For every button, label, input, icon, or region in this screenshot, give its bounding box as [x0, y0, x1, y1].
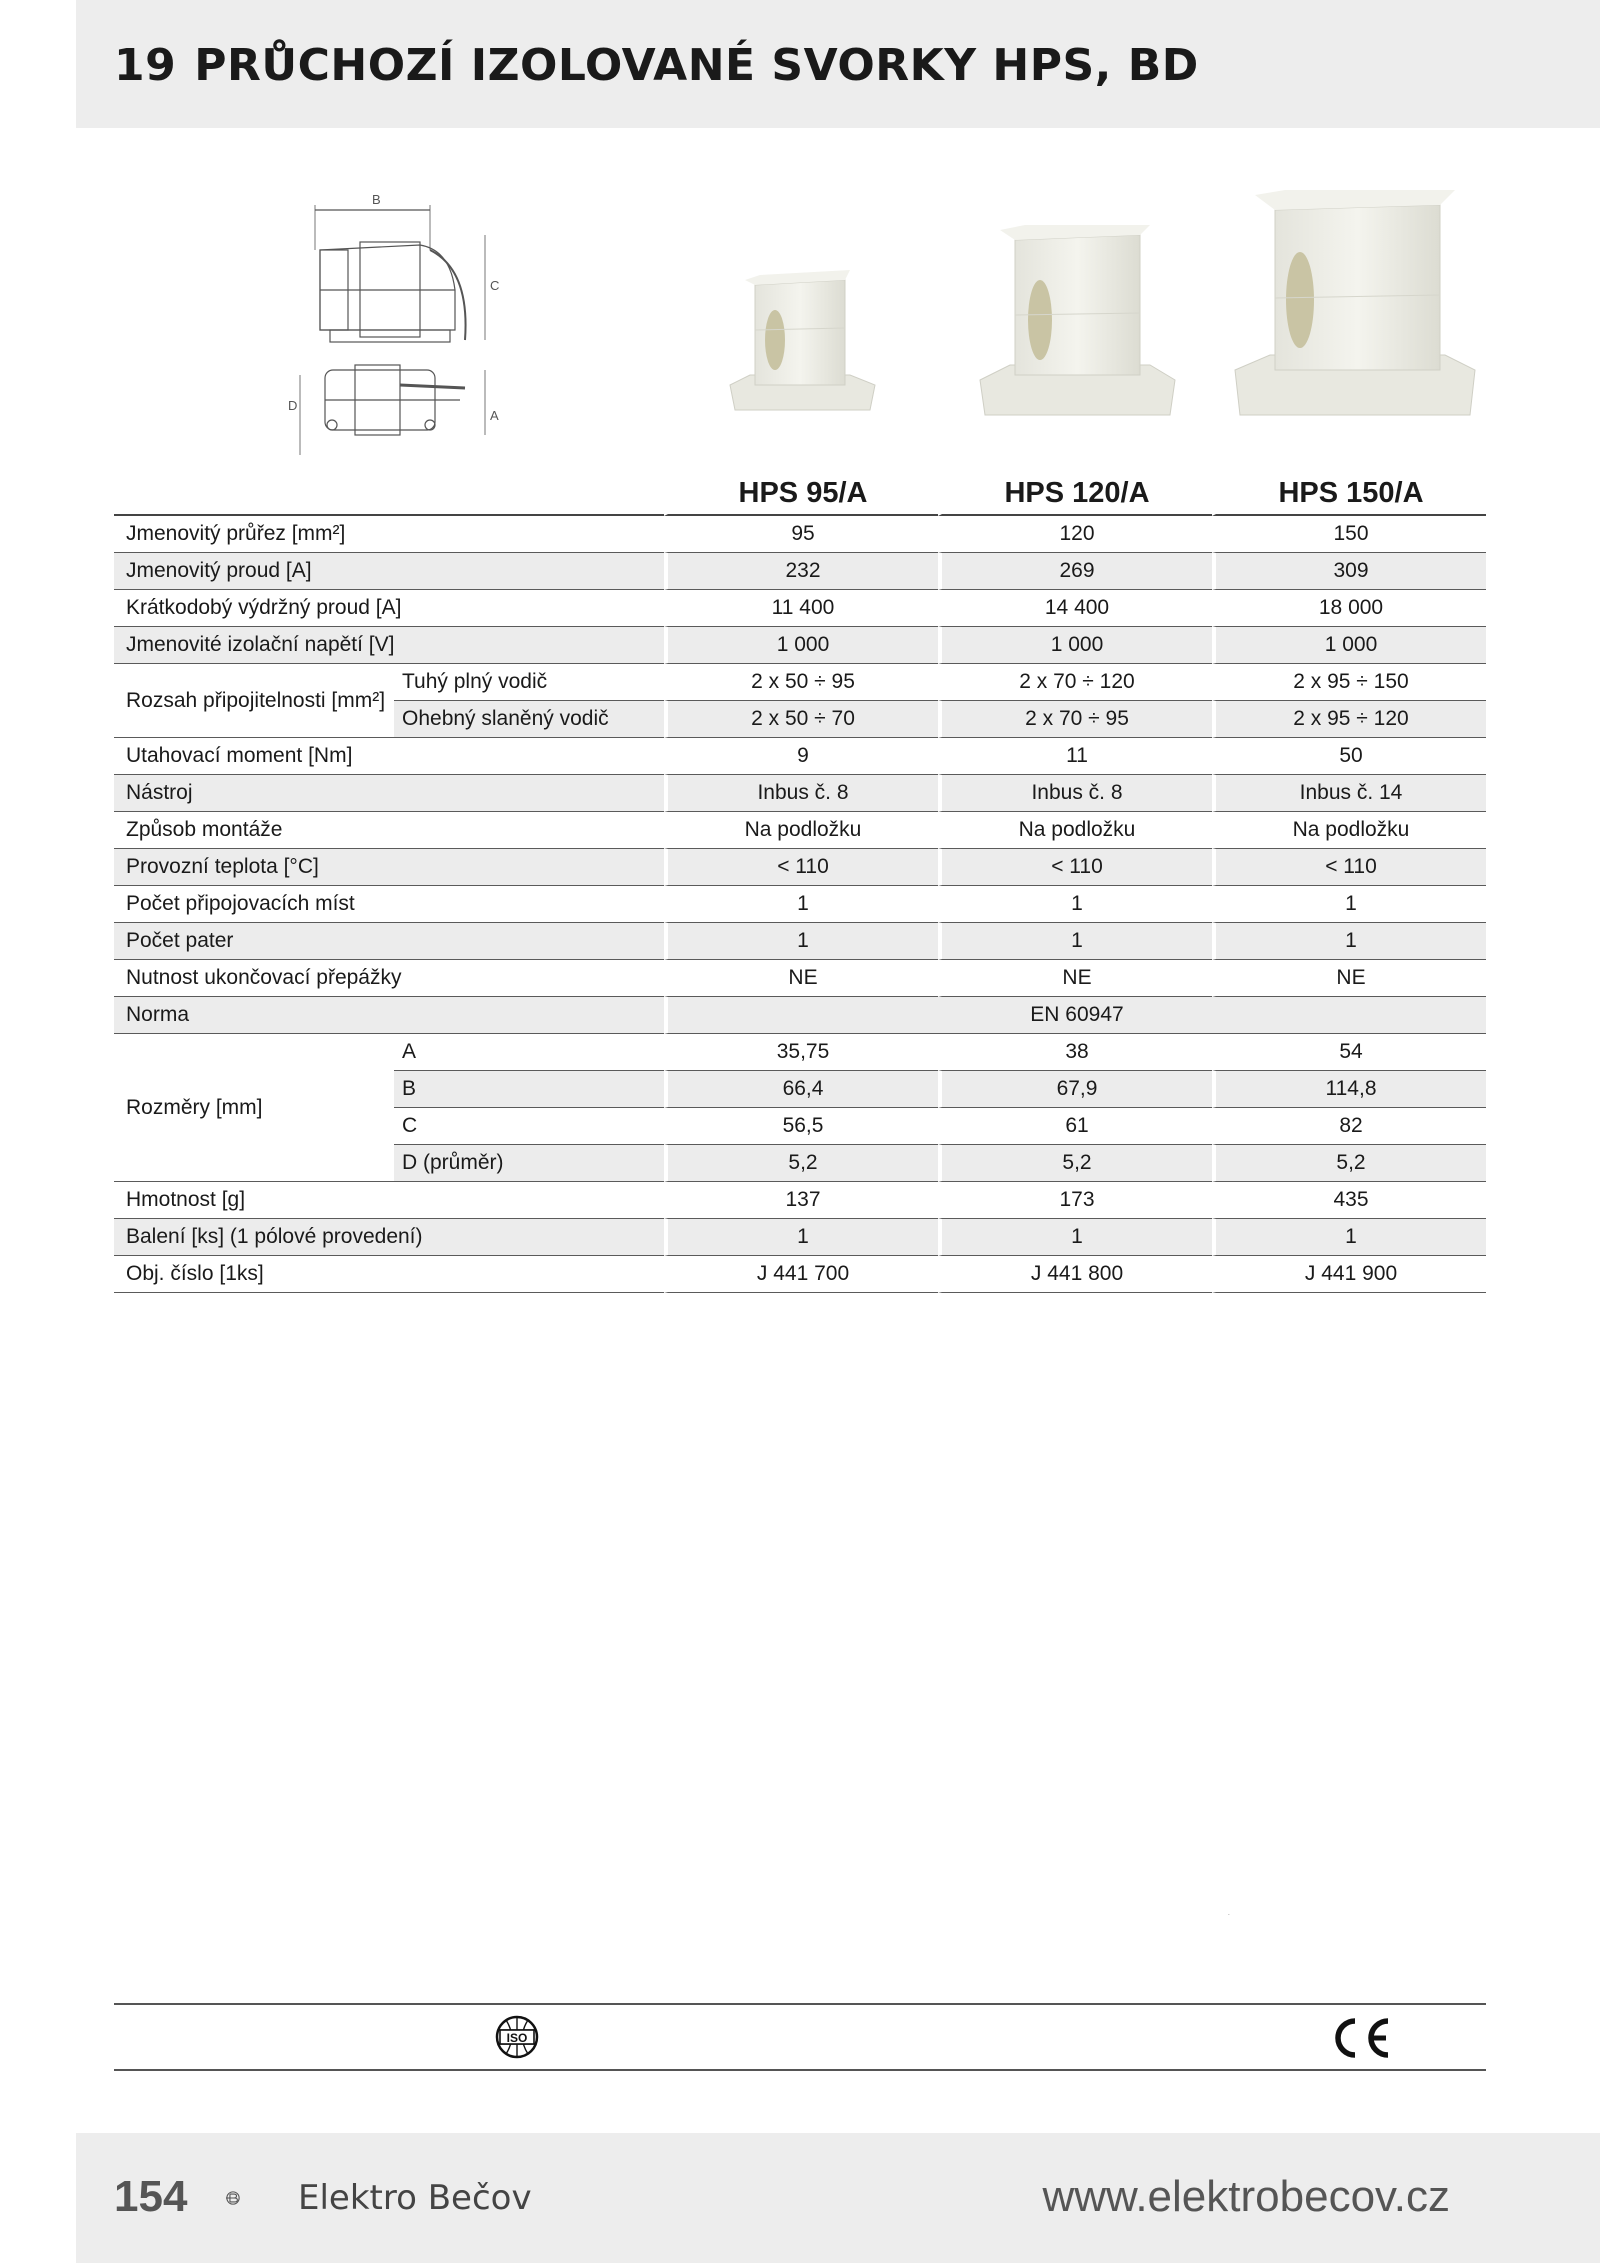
cell: 2 x 50 ÷ 95 [664, 664, 938, 701]
chapter-title: PRŮCHOZÍ IZOLOVANÉ SVORKY HPS, BD [194, 40, 1199, 91]
row-label: Nástroj [114, 775, 664, 812]
cell: 18 000 [1212, 590, 1486, 627]
cell: J 441 900 [1212, 1256, 1486, 1293]
row-label-range: Rozsah připojitelnosti [mm²] [114, 664, 394, 738]
cell: 1 000 [1212, 627, 1486, 664]
col-header-hps-95: HPS 95/A [664, 468, 938, 516]
row-label: Počet pater [114, 923, 664, 960]
header-blank [114, 468, 664, 516]
elektro-becov-logo [226, 2160, 296, 2236]
row-label: Jmenovitý průřez [mm²] [114, 516, 664, 553]
cell: 82 [1212, 1108, 1486, 1145]
technical-drawing [280, 190, 520, 470]
cell: 1 000 [664, 627, 938, 664]
cell: Inbus č. 8 [938, 775, 1212, 812]
dim-label-c: C [490, 278, 500, 293]
cell: Inbus č. 14 [1212, 775, 1486, 812]
table-row [114, 664, 1486, 701]
cell: 2 x 70 ÷ 120 [938, 664, 1212, 701]
ce-text: CE [1228, 1915, 1230, 1916]
table-row [114, 516, 1486, 553]
cell: 38 [938, 1034, 1212, 1071]
cell: 173 [938, 1182, 1212, 1219]
cell: 50 [1212, 738, 1486, 775]
cell: 1 [1212, 923, 1486, 960]
table-row [114, 997, 1486, 1034]
cell: 2 x 70 ÷ 95 [938, 701, 1212, 738]
cell: 120 [938, 516, 1212, 553]
cell: 1 [664, 1219, 938, 1256]
spec-table [114, 468, 1486, 1293]
cell: 150 [1212, 516, 1486, 553]
cell-norma: EN 60947 [664, 997, 1486, 1034]
cell: < 110 [938, 849, 1212, 886]
cell: 67,9 [938, 1071, 1212, 1108]
row-label: Obj. číslo [1ks] [114, 1256, 664, 1293]
cell: 11 400 [664, 590, 938, 627]
cell: 2 x 95 ÷ 120 [1212, 701, 1486, 738]
cell: 14 400 [938, 590, 1212, 627]
row-label: Krátkodobý výdržný proud [A] [114, 590, 664, 627]
cell: 66,4 [664, 1071, 938, 1108]
row-label: Balení [ks] (1 pólové provedení) [114, 1219, 664, 1256]
cell: 5,2 [938, 1145, 1212, 1182]
cell: NE [938, 960, 1212, 997]
cell: 95 [664, 516, 938, 553]
dim-label-b: B [372, 192, 381, 207]
iso-text: ISO [506, 2031, 528, 2045]
product-photo-hps-120 [975, 225, 1180, 425]
sub-label: C [394, 1108, 664, 1145]
ce-mark-icon [1228, 1915, 1394, 2061]
row-label: Norma [114, 997, 664, 1034]
cell: 309 [1212, 553, 1486, 590]
cell: 11 [938, 738, 1212, 775]
table-row [114, 627, 1486, 664]
cell: 269 [938, 553, 1212, 590]
table-row [114, 1182, 1486, 1219]
table-row [114, 1219, 1486, 1256]
col-header-hps-150: HPS 150/A [1212, 468, 1486, 516]
table-row [114, 960, 1486, 997]
cell: Na podložku [1212, 812, 1486, 849]
cell: 61 [938, 1108, 1212, 1145]
cell: 1 [664, 923, 938, 960]
row-label-dims: Rozměry [mm] [114, 1034, 394, 1182]
dim-label-d: D [288, 398, 298, 413]
row-label: Utahovací moment [Nm] [114, 738, 664, 775]
sub-label: Tuhý plný vodič [394, 664, 664, 701]
cell: 2 x 50 ÷ 70 [664, 701, 938, 738]
cell: 1 [664, 886, 938, 923]
dim-label-a: A [490, 408, 499, 423]
website-link[interactable]: www.elektrobecov.cz [1042, 2172, 1450, 2221]
icon-bar-divider-top [114, 2003, 1486, 2005]
cell: J 441 700 [664, 1256, 938, 1293]
product-photo-hps-95 [720, 270, 880, 420]
table-row [114, 553, 1486, 590]
cell: Na podložku [938, 812, 1212, 849]
cell: 5,2 [1212, 1145, 1486, 1182]
cell: < 110 [664, 849, 938, 886]
brand-name: Elektro Bečov [298, 2178, 532, 2218]
row-label: Nutnost ukončovací přepážky [114, 960, 664, 997]
chapter-number: 19 [114, 40, 177, 91]
cell: 114,8 [1212, 1071, 1486, 1108]
product-photo-hps-150 [1230, 190, 1480, 425]
sub-label: A [394, 1034, 664, 1071]
row-label: Hmotnost [g] [114, 1182, 664, 1219]
cell: 232 [664, 553, 938, 590]
table-row [114, 812, 1486, 849]
table-row [114, 775, 1486, 812]
row-label: Počet připojovacích míst [114, 886, 664, 923]
table-header-row [114, 468, 1486, 516]
iso-icon [494, 2014, 540, 2060]
sub-label: B [394, 1071, 664, 1108]
table-row [114, 738, 1486, 775]
cell: 137 [664, 1182, 938, 1219]
cell: < 110 [1212, 849, 1486, 886]
cell: 9 [664, 738, 938, 775]
icon-bar-divider-bottom [114, 2069, 1486, 2071]
page-number: 154 [114, 2172, 188, 2221]
cell: Inbus č. 8 [664, 775, 938, 812]
table-row [114, 1256, 1486, 1293]
cell: 1 [1212, 886, 1486, 923]
sub-label: D (průměr) [394, 1145, 664, 1182]
cell: 435 [1212, 1182, 1486, 1219]
table-row [114, 886, 1486, 923]
table-row [114, 923, 1486, 960]
table-row [114, 849, 1486, 886]
cell: 1 [938, 886, 1212, 923]
cell: 2 x 95 ÷ 150 [1212, 664, 1486, 701]
cell: 56,5 [664, 1108, 938, 1145]
sub-label: Ohebný slaněný vodič [394, 701, 664, 738]
row-label: Jmenovitý proud [A] [114, 553, 664, 590]
cell: 1 [938, 923, 1212, 960]
row-label: Provozní teplota [°C] [114, 849, 664, 886]
table-row [114, 1034, 1486, 1071]
table-row [114, 590, 1486, 627]
cell: Na podložku [664, 812, 938, 849]
row-label: Způsob montáže [114, 812, 664, 849]
cell: 5,2 [664, 1145, 938, 1182]
cell: J 441 800 [938, 1256, 1212, 1293]
cell: 35,75 [664, 1034, 938, 1071]
cell: 1 000 [938, 627, 1212, 664]
page-title [114, 40, 1199, 91]
cell: 54 [1212, 1034, 1486, 1071]
col-header-hps-120: HPS 120/A [938, 468, 1212, 516]
cell: NE [1212, 960, 1486, 997]
cell: 1 [938, 1219, 1212, 1256]
cell: NE [664, 960, 938, 997]
row-label: Jmenovité izolační napětí [V] [114, 627, 664, 664]
cell: 1 [1212, 1219, 1486, 1256]
